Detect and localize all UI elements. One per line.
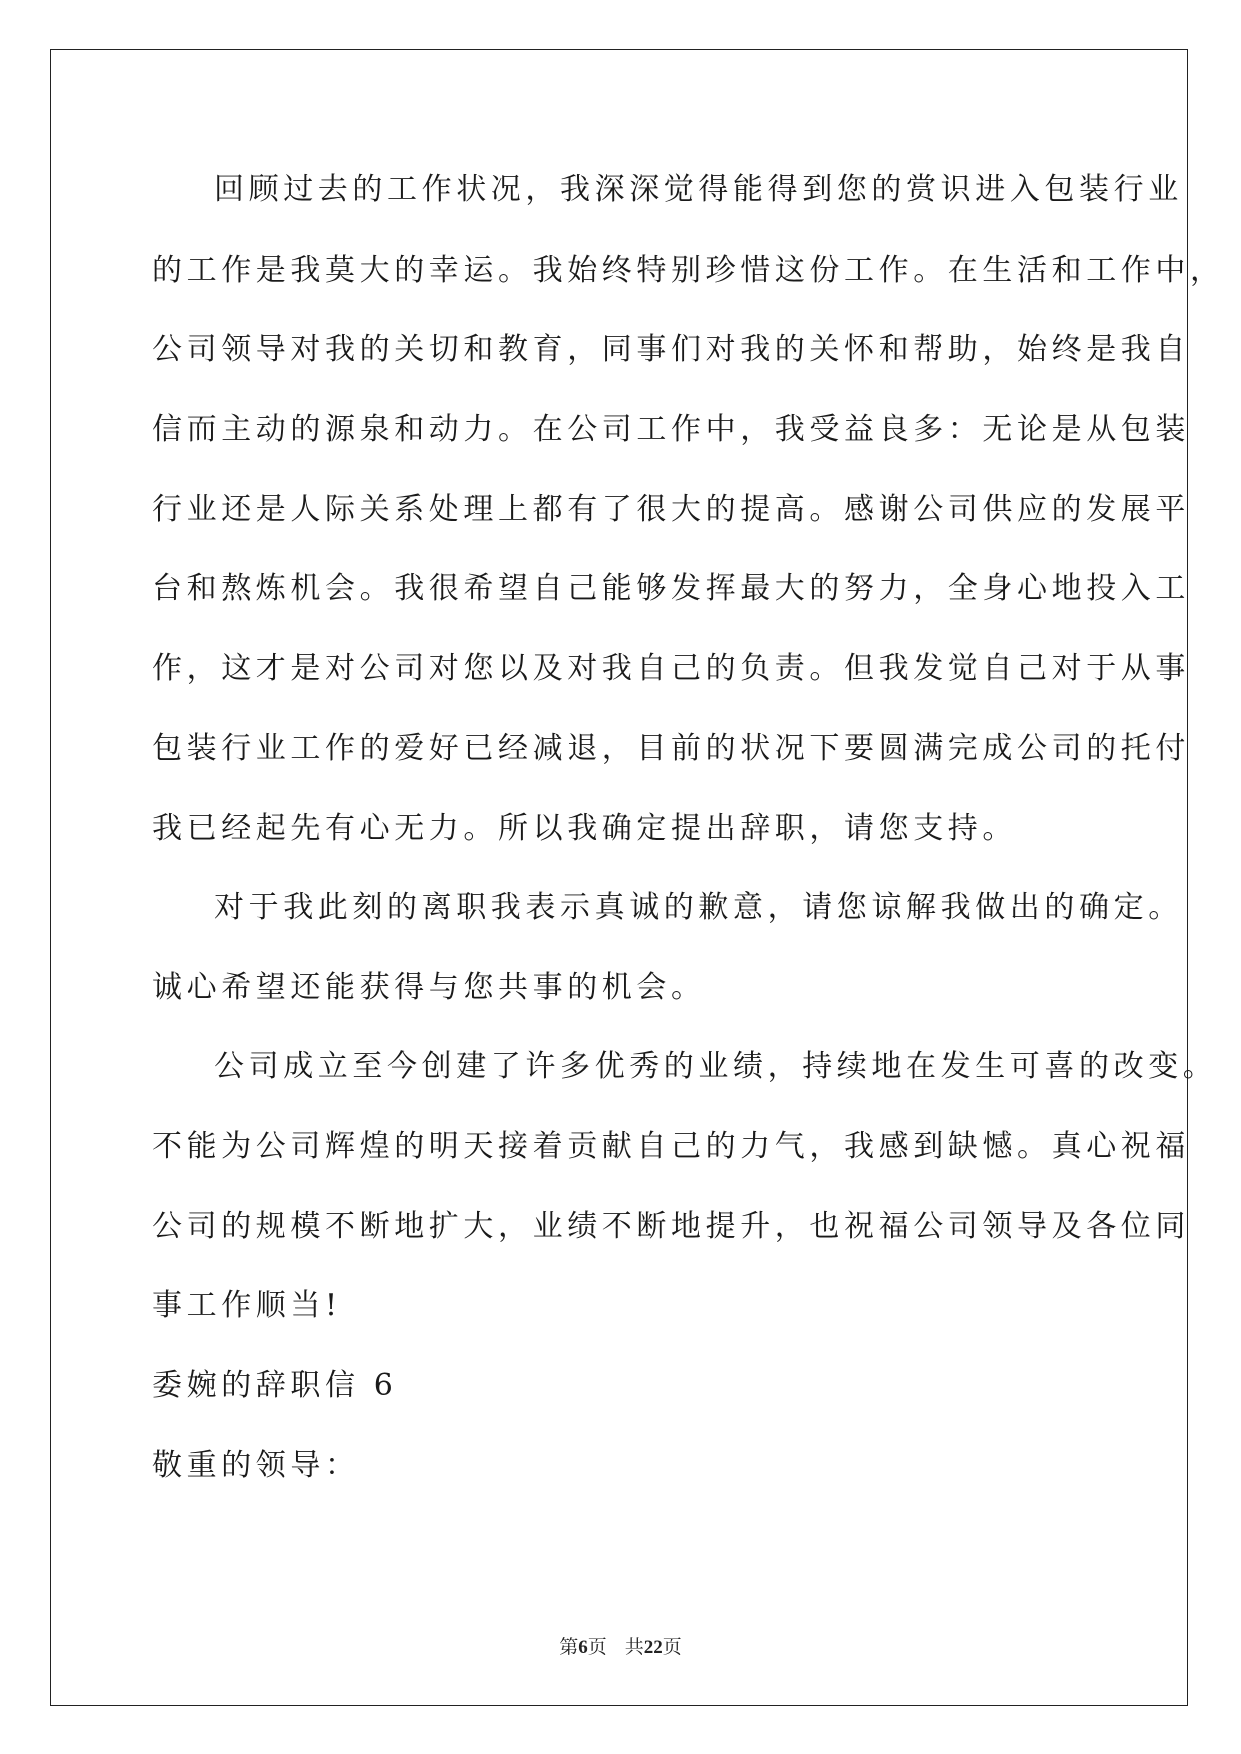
paragraph-line: 包装行业工作的爱好已经减退，目前的状况下要圆满完成公司的托付 [152,731,1190,766]
page-prefix: 第 [559,1637,579,1658]
paragraph-line: 的工作是我莫大的幸运。我始终特别珍惜这份工作。在生活和工作中， [152,253,1225,288]
paragraph-line: 我已经起先有心无力。所以我确定提出辞职，请您支持。 [152,811,1017,846]
page-total: 22 [643,1637,663,1658]
page-unit: 页 [587,1637,607,1658]
total-prefix: 共 [624,1637,644,1658]
paragraph-line: 不能为公司辉煌的明天接着贡献自己的力气，我感到缺憾。真心祝福 [152,1129,1190,1164]
salutation: 敬重的领导： [152,1448,360,1483]
paragraph-line: 公司的规模不断地扩大，业绩不断地提升，也祝福公司领导及各位同 [152,1209,1190,1244]
paragraph-line: 对于我此刻的离职我表示真诚的歉意，请您谅解我做出的确定。 [214,890,1183,925]
paragraph-line: 信而主动的源泉和动力。在公司工作中，我受益良多：无论是从包装 [152,412,1190,447]
paragraph-line: 行业还是人际关系处理上都有了很大的提高。感谢公司供应的发展平 [152,492,1190,527]
page-footer [0,1636,1241,1660]
paragraph-line: 台和熬炼机会。我很希望自己能够发挥最大的努力，全身心地投入工 [152,571,1190,606]
page-current: 6 [578,1637,588,1658]
paragraph-line: 事工作顺当! [152,1288,342,1323]
paragraph-line: 公司成立至今创建了许多优秀的业绩，持续地在发生可喜的改变。 [214,1049,1218,1084]
paragraph-line: 公司领导对我的关切和教育，同事们对我的关怀和帮助，始终是我自 [152,332,1190,367]
total-unit: 页 [662,1637,682,1658]
paragraph-line: 作，这才是对公司对您以及对我自己的负责。但我发觉自己对于从事 [152,651,1190,686]
section-heading: 委婉的辞职信 6 [152,1368,398,1403]
paragraph-line: 回顾过去的工作状况，我深深觉得能得到您的赏识进入包装行业 [214,172,1183,207]
paragraph-line: 诚心希望还能获得与您共事的机会。 [152,970,706,1005]
